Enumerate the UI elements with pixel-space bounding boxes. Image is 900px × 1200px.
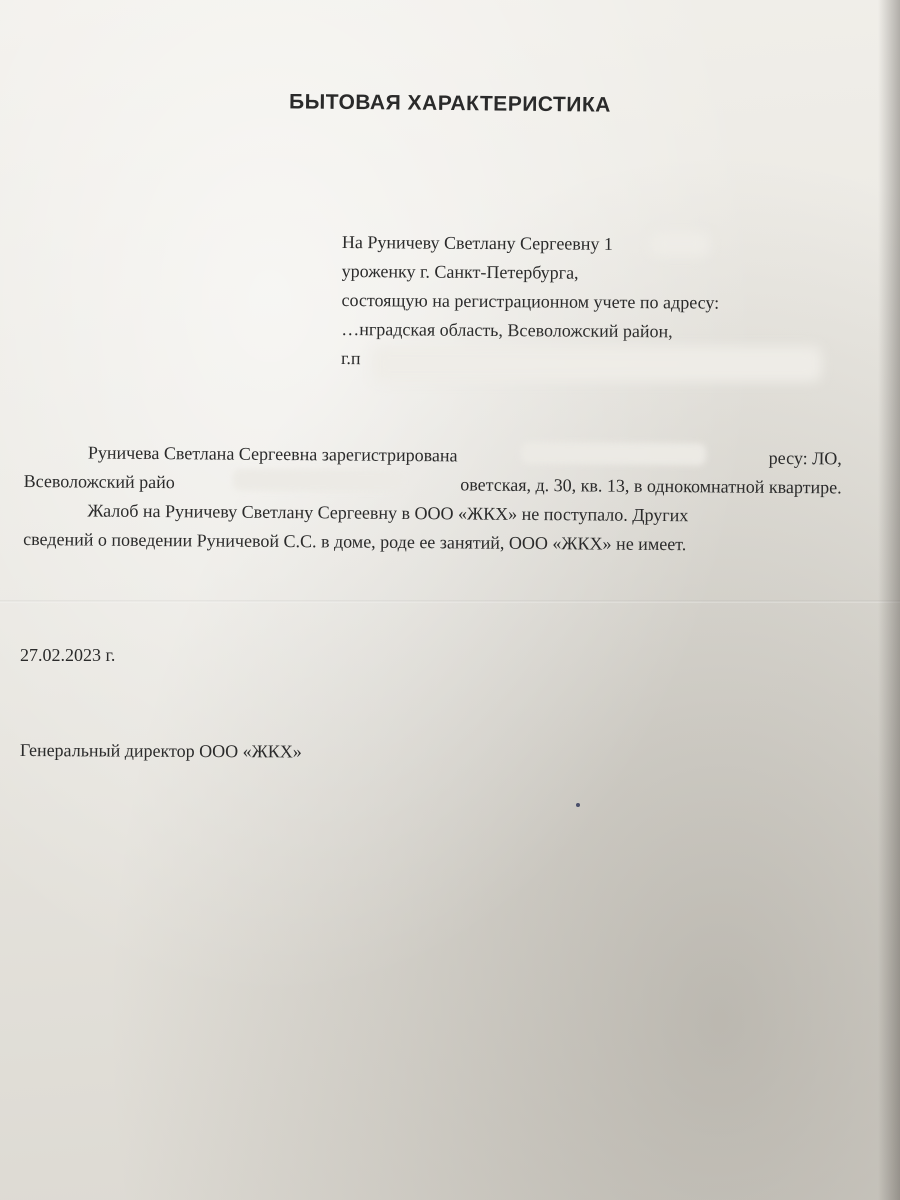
signature-line: Генеральный директор ООО «ЖКХ» [19,740,302,762]
body-text [23,438,842,560]
addressee-line-5: г.п [341,347,361,369]
paper-fold [0,600,900,603]
addressee-line-2: уроженку г. Санкт-Петербурга, [341,260,579,283]
body-line-1-left: Руничева Светлана Сергеевна зарегистрирована [87,442,458,466]
body-line-2-left: Всеволожский райо [23,470,175,493]
document-title: БЫТОВАЯ ХАРАКТЕРИСТИКА [288,90,612,117]
redaction-addressee-name [650,232,710,256]
addressee-line-1: На Руничеву Светлану Сергеевну 1 [341,231,614,254]
redaction-addressee [372,346,822,382]
addressee-line-3: состоящую на регистрационном учете по адресу: [341,289,720,313]
edge-shadow [878,0,900,1200]
document-date: 27.02.2023 г. [20,645,116,665]
redaction-address-2 [232,469,402,492]
body-line-3: Жалоб на Руничеву Светлану Сергеевну в ООО «ЖКХ» не поступало. Других [87,500,689,526]
body-line-1-right: ресу: ЛО, [768,447,842,469]
redaction-address-1 [521,442,706,465]
body-line-2-right: оветская, д. 30, кв. 13, в однокомнатной квартире. [460,474,842,498]
addressee-line-4: …нградская область, Всеволожский район, [341,318,673,342]
ink-speck [576,803,580,807]
body-line-4: сведений о поведении Руничевой С.С. в доме, роде ее занятий, ООО «ЖКХ» не имеет. [23,528,687,555]
